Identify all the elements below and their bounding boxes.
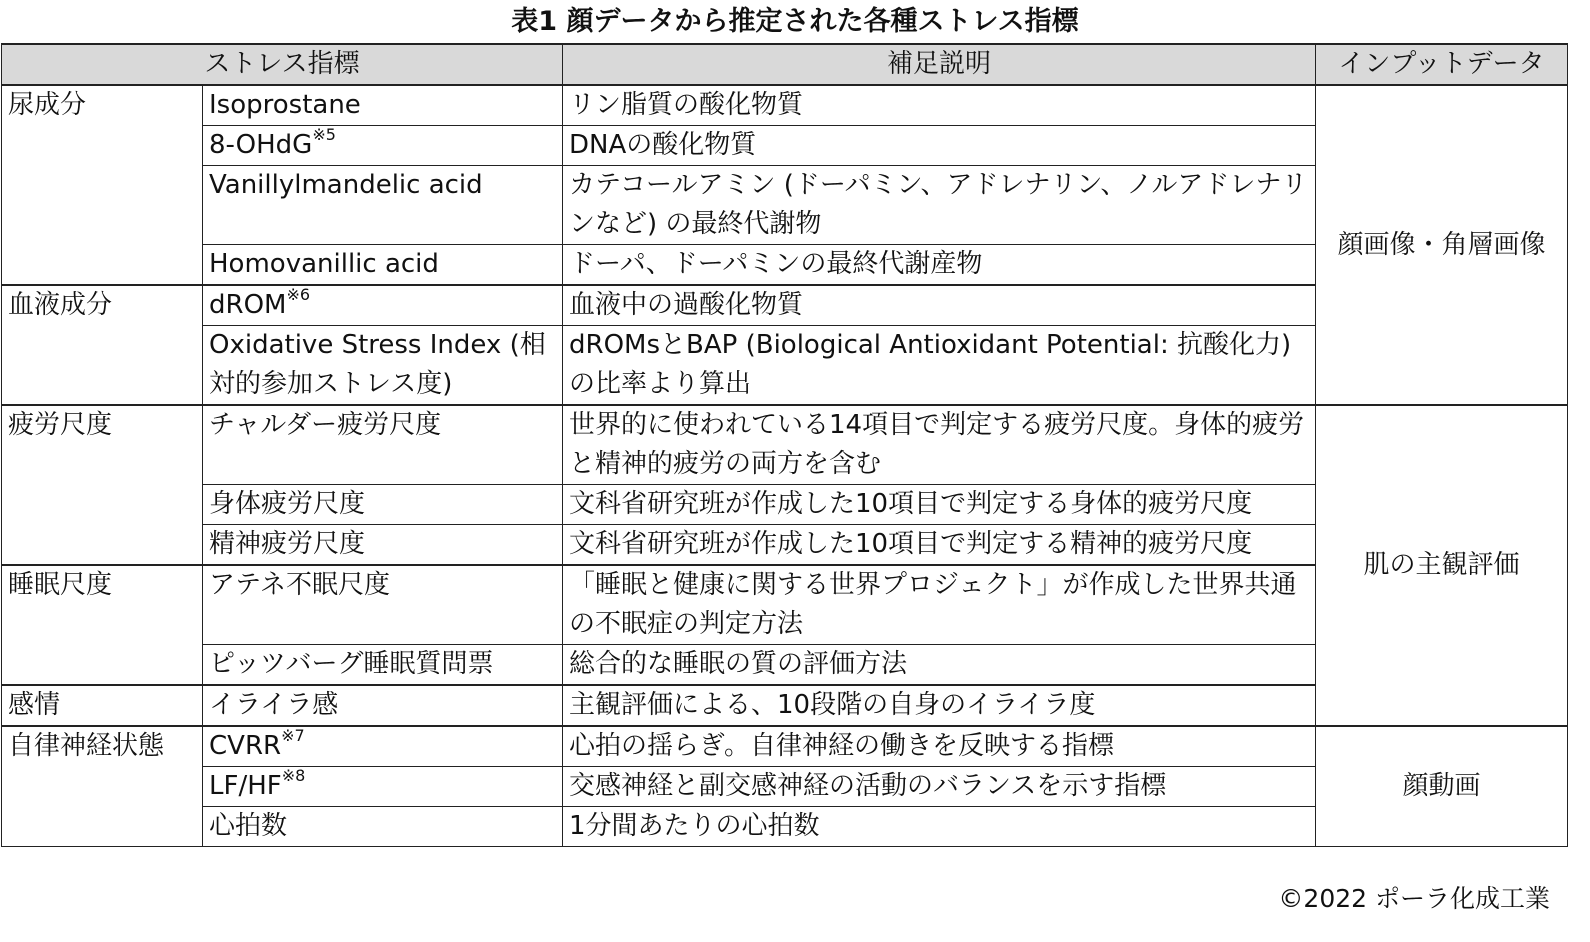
note-cell: ドーパ、ドーパミンの最終代謝産物 — [563, 245, 1316, 286]
indicator-name: Isoprostane — [209, 90, 361, 120]
indicator-cell — [203, 525, 563, 566]
indicator-cell — [203, 645, 563, 686]
note-cell: 血液中の過酸化物質 — [563, 285, 1316, 326]
copyright: ©2022 ポーラ化成工業 — [1278, 884, 1550, 913]
indicator-cell — [203, 565, 563, 645]
category-cell: 血液成分 — [2, 285, 203, 405]
indicator-cell — [203, 326, 563, 406]
footnote-mark: ※5 — [312, 125, 336, 144]
indicator-cell — [203, 405, 563, 485]
category-cell: 疲労尺度 — [2, 405, 203, 565]
indicator-name: LF/HF — [209, 771, 282, 801]
indicator-cell — [203, 807, 563, 847]
indicator-name: Vanillylmandelic acid — [209, 170, 483, 200]
table-row — [2, 726, 1568, 767]
category-cell: 尿成分 — [2, 85, 203, 285]
input-data-cell: 肌の主観評価 — [1316, 405, 1568, 726]
note-cell: dROMsとBAP (Biological Antioxidant Potential: 抗酸化力) の比率より算出 — [563, 326, 1316, 406]
indicator-cell — [203, 685, 563, 726]
indicator-name: dROM — [209, 290, 287, 320]
indicator-cell — [203, 285, 563, 326]
note-cell: 世界的に使われている14項目で判定する疲労尺度。身体的疲労と精神的疲労の両方を含む — [563, 405, 1316, 485]
header-input: インプットデータ — [1316, 44, 1568, 85]
indicator-name: イライラ感 — [209, 690, 339, 720]
indicator-name: Oxidative Stress Index (相対的参加ストレス度) — [209, 330, 546, 399]
note-cell: リン脂質の酸化物質 — [563, 85, 1316, 126]
note-cell: 文科省研究班が作成した10項目で判定する精神的疲労尺度 — [563, 525, 1316, 566]
note-cell: 総合的な睡眠の質の評価方法 — [563, 645, 1316, 686]
note-cell: DNAの酸化物質 — [563, 126, 1316, 166]
table-row — [2, 85, 1568, 126]
indicator-name: アテネ不眠尺度 — [209, 570, 390, 600]
input-data-cell: 顔動画 — [1316, 726, 1568, 847]
category-cell: 睡眠尺度 — [2, 565, 203, 685]
indicator-name: 心拍数 — [209, 811, 288, 841]
indicator-cell — [203, 85, 563, 126]
header-row — [2, 44, 1568, 85]
note-cell: 「睡眠と健康に関する世界プロジェクト」が作成した世界共通の不眠症の判定方法 — [563, 565, 1316, 645]
header-indicator: ストレス指標 — [2, 44, 563, 85]
indicator-name: 精神疲労尺度 — [209, 529, 366, 559]
indicator-cell — [203, 166, 563, 245]
footnote-mark: ※6 — [286, 285, 311, 304]
indicator-cell — [203, 245, 563, 286]
indicator-cell — [203, 126, 563, 166]
stress-indicator-table — [1, 43, 1568, 847]
header-note: 補足説明 — [563, 44, 1316, 85]
indicator-name: 8-OHdG — [209, 130, 313, 160]
note-cell: 主観評価による、10段階の自身のイライラ度 — [563, 685, 1316, 726]
indicator-name: ピッツバーグ睡眠質問票 — [209, 649, 494, 679]
note-cell: 1分間あたりの心拍数 — [563, 807, 1316, 847]
note-cell: カテコールアミン (ドーパミン、アドレナリン、ノルアドレナリンなど) の最終代謝物 — [563, 166, 1316, 245]
indicator-cell — [203, 485, 563, 525]
indicator-name: 身体疲労尺度 — [209, 489, 366, 519]
indicator-cell — [203, 767, 563, 807]
footnote-mark: ※8 — [281, 766, 306, 785]
indicator-cell — [203, 726, 563, 767]
input-data-cell: 顔画像・角層画像 — [1316, 85, 1568, 405]
note-cell: 交感神経と副交感神経の活動のバランスを示す指標 — [563, 767, 1316, 807]
category-cell: 感情 — [2, 685, 203, 726]
note-cell: 心拍の揺らぎ。自律神経の働きを反映する指標 — [563, 726, 1316, 767]
footnote-mark: ※7 — [281, 726, 305, 745]
table-body — [2, 85, 1568, 847]
note-cell: 文科省研究班が作成した10項目で判定する身体的疲労尺度 — [563, 485, 1316, 525]
category-cell: 自律神経状態 — [2, 726, 203, 847]
table-row — [2, 405, 1568, 485]
indicator-name: チャルダー疲労尺度 — [209, 410, 442, 440]
table-title: 表1 顔データから推定された各種ストレス指標 — [511, 6, 1079, 37]
indicator-name: Homovanillic acid — [209, 249, 439, 279]
indicator-name: CVRR — [209, 731, 282, 761]
